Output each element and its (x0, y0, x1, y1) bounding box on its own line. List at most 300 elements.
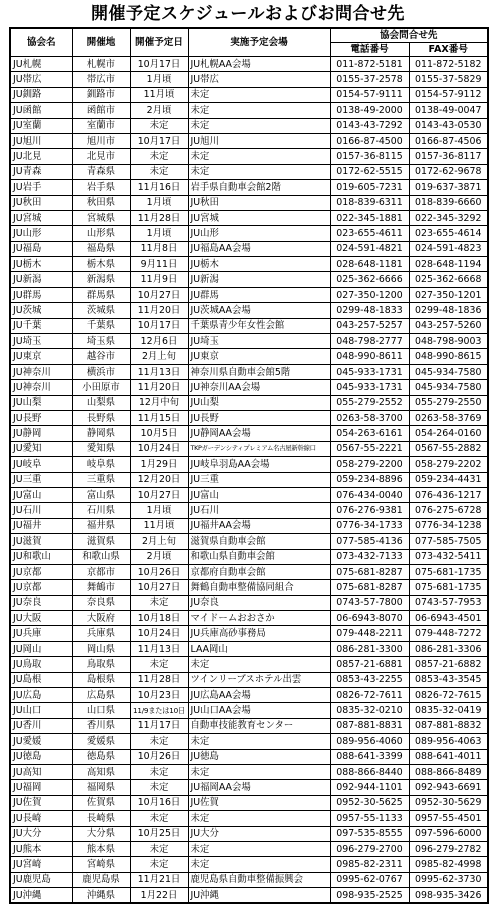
table-row (10, 503, 488, 518)
fax-cell: 0857-21-6882 (409, 657, 488, 672)
fax-cell: 043-257-5260 (409, 318, 488, 333)
association-cell: JU山梨 (10, 395, 72, 410)
venue-cell: 未定 (188, 841, 330, 856)
association-cell: JU神奈川 (10, 380, 72, 395)
venue-cell: 神奈川県自動車会館5階 (188, 364, 330, 379)
tel-cell: 0835-32-0210 (330, 703, 409, 718)
place-cell: 山梨県 (72, 395, 130, 410)
tel-cell: 0743-57-7800 (330, 595, 409, 610)
association-cell: JU石川 (10, 503, 72, 518)
tel-cell: 048-990-8611 (330, 349, 409, 364)
tel-cell: 089-956-4060 (330, 734, 409, 749)
fax-cell: 076-275-6728 (409, 503, 488, 518)
table-row (10, 103, 488, 118)
date-cell: 11月28日 (130, 672, 188, 687)
fax-cell: 028-648-1194 (409, 257, 488, 272)
table-row (10, 195, 488, 210)
tel-cell: 06-6943-8070 (330, 611, 409, 626)
tel-cell: 055-279-2552 (330, 395, 409, 410)
association-cell: JU宮崎 (10, 857, 72, 872)
fax-cell: 048-990-8615 (409, 349, 488, 364)
tel-cell: 0853-43-2255 (330, 672, 409, 687)
table-row (10, 318, 488, 333)
fax-cell: 045-934-7580 (409, 380, 488, 395)
association-cell: JU兵庫 (10, 626, 72, 641)
venue-cell: 未定 (188, 164, 330, 179)
tel-cell: 0166-87-4500 (330, 133, 409, 148)
table-row (10, 564, 488, 579)
place-cell: 沖縄県 (72, 888, 130, 904)
venue-cell: JU富山 (188, 487, 330, 502)
tel-cell: 027-350-1200 (330, 287, 409, 302)
fax-cell: 06-6943-4501 (409, 611, 488, 626)
fax-cell: 087-881-8832 (409, 718, 488, 733)
date-cell: 2月頃 (130, 549, 188, 564)
association-cell: JU新潟 (10, 272, 72, 287)
date-cell: 10月24日 (130, 626, 188, 641)
date-cell: 11月17日 (130, 718, 188, 733)
association-cell: JU福岡 (10, 780, 72, 795)
association-cell: JU徳島 (10, 749, 72, 764)
venue-cell: 和歌山県自動車会館 (188, 549, 330, 564)
date-cell: 10月17日 (130, 133, 188, 148)
association-cell: JU香川 (10, 718, 72, 733)
association-cell: JU愛知 (10, 441, 72, 456)
association-cell: JU奈良 (10, 595, 72, 610)
table-row (10, 857, 488, 872)
venue-cell: 未定 (188, 734, 330, 749)
table-row (10, 749, 488, 764)
fax-cell: 0776-34-1238 (409, 518, 488, 533)
table-row (10, 672, 488, 687)
date-cell: 11月15日 (130, 410, 188, 425)
tel-cell: 075-681-8287 (330, 564, 409, 579)
place-cell: 横浜市 (72, 364, 130, 379)
place-cell: 栃木県 (72, 257, 130, 272)
fax-cell: 098-935-3426 (409, 888, 488, 904)
place-cell: 越谷市 (72, 349, 130, 364)
association-cell: JU長野 (10, 410, 72, 425)
venue-cell: 未定 (188, 764, 330, 779)
tel-cell: 054-263-6161 (330, 426, 409, 441)
association-cell: JU北見 (10, 149, 72, 164)
fax-cell: 045-934-7580 (409, 364, 488, 379)
tel-cell: 058-279-2200 (330, 457, 409, 472)
table-row (10, 272, 488, 287)
place-cell: 山口県 (72, 703, 130, 718)
association-cell: JU札幌 (10, 57, 72, 72)
date-cell: 10月5日 (130, 426, 188, 441)
place-cell: 帯広市 (72, 72, 130, 87)
date-cell: 11月16日 (130, 180, 188, 195)
place-cell: 京都市 (72, 564, 130, 579)
fax-cell: 023-655-4614 (409, 226, 488, 241)
association-cell: JU室蘭 (10, 118, 72, 133)
date-cell: 1月頃 (130, 195, 188, 210)
tel-cell: 077-585-4136 (330, 534, 409, 549)
association-cell: JU沖縄 (10, 888, 72, 904)
place-cell: 長野県 (72, 410, 130, 425)
table-header (10, 28, 488, 57)
place-cell: 新潟県 (72, 272, 130, 287)
fax-cell: 055-279-2550 (409, 395, 488, 410)
association-cell: JU和歌山 (10, 549, 72, 564)
fax-cell: 086-281-3306 (409, 641, 488, 656)
table-row (10, 72, 488, 87)
association-cell: JU福井 (10, 518, 72, 533)
date-cell: 11/9または10日 (130, 703, 188, 718)
table-row (10, 180, 488, 195)
place-cell: 三重県 (72, 472, 130, 487)
table-row (10, 149, 488, 164)
place-cell: 宮崎県 (72, 857, 130, 872)
page-title: 開催予定スケジュールおよびお問合せ先 (91, 4, 405, 24)
date-cell: 未定 (130, 780, 188, 795)
table-row (10, 241, 488, 256)
table-row (10, 334, 488, 349)
place-cell: 山形県 (72, 226, 130, 241)
tel-cell: 011-872-5181 (330, 57, 409, 72)
venue-cell: 未定 (188, 149, 330, 164)
date-cell: 10月17日 (130, 318, 188, 333)
date-cell: 11月頃 (130, 518, 188, 533)
fax-cell: 0299-48-1836 (409, 303, 488, 318)
table-row (10, 795, 488, 810)
tel-cell: 092-944-1101 (330, 780, 409, 795)
tel-cell: 0957-55-1133 (330, 811, 409, 826)
association-cell: JU佐賀 (10, 795, 72, 810)
date-cell: 1月22日 (130, 888, 188, 904)
header-tel: 電話番号 (330, 43, 409, 57)
fax-cell: 089-956-4063 (409, 734, 488, 749)
table-row (10, 410, 488, 425)
place-cell: 奈良県 (72, 595, 130, 610)
table-row (10, 641, 488, 656)
table-row (10, 580, 488, 595)
table-row (10, 87, 488, 102)
association-cell: JU宮城 (10, 210, 72, 225)
header-date: 開催予定日 (130, 28, 188, 57)
tel-cell: 075-681-8287 (330, 580, 409, 595)
place-cell: 茨城県 (72, 303, 130, 318)
fax-cell: 048-798-9003 (409, 334, 488, 349)
tel-cell: 0995-62-0767 (330, 872, 409, 887)
venue-cell: 未定 (188, 657, 330, 672)
tel-cell: 0138-49-2000 (330, 103, 409, 118)
date-cell: 2月上旬 (130, 534, 188, 549)
association-cell: JU山形 (10, 226, 72, 241)
date-cell: 未定 (130, 734, 188, 749)
association-cell: JU神奈川 (10, 364, 72, 379)
venue-cell: JU福井AA会場 (188, 518, 330, 533)
place-cell: 旭川市 (72, 133, 130, 148)
venue-cell: JU兵庫高砂事務局 (188, 626, 330, 641)
table-row (10, 472, 488, 487)
tel-cell: 025-362-6666 (330, 272, 409, 287)
tel-cell: 022-345-1881 (330, 210, 409, 225)
place-cell: 北見市 (72, 149, 130, 164)
place-cell: 千葉県 (72, 318, 130, 333)
date-cell: 11月21日 (130, 872, 188, 887)
venue-cell: JU佐賀 (188, 795, 330, 810)
fax-cell: 0985-82-4998 (409, 857, 488, 872)
venue-cell: JU福岡AA会場 (188, 780, 330, 795)
fax-cell: 0743-57-7953 (409, 595, 488, 610)
place-cell: 鹿児島県 (72, 872, 130, 887)
tel-cell: 098-935-2525 (330, 888, 409, 904)
place-cell: 大分県 (72, 826, 130, 841)
tel-cell: 018-839-6311 (330, 195, 409, 210)
tel-cell: 028-648-1181 (330, 257, 409, 272)
tel-cell: 023-655-4611 (330, 226, 409, 241)
table-row (10, 780, 488, 795)
date-cell: 10月26日 (130, 564, 188, 579)
date-cell: 未定 (130, 811, 188, 826)
place-cell: 舞鶴市 (72, 580, 130, 595)
association-cell: JU埼玉 (10, 334, 72, 349)
association-cell: JU広島 (10, 688, 72, 703)
date-cell: 12月6日 (130, 334, 188, 349)
date-cell: 12月中旬 (130, 395, 188, 410)
table-row (10, 888, 488, 904)
table-row (10, 688, 488, 703)
header-association: 協会名 (10, 28, 72, 57)
tel-cell: 0985-82-2311 (330, 857, 409, 872)
date-cell: 11月20日 (130, 303, 188, 318)
venue-cell: JU栃木 (188, 257, 330, 272)
table-row (10, 534, 488, 549)
table-row (10, 457, 488, 472)
fax-cell: 096-279-2782 (409, 841, 488, 856)
fax-cell: 077-585-7505 (409, 534, 488, 549)
fax-cell: 059-234-4431 (409, 472, 488, 487)
place-cell: 和歌山県 (72, 549, 130, 564)
table-row (10, 349, 488, 364)
table-row (10, 226, 488, 241)
tel-cell: 088-641-3399 (330, 749, 409, 764)
place-cell: 岡山県 (72, 641, 130, 656)
place-cell: 福島県 (72, 241, 130, 256)
tel-cell: 045-933-1731 (330, 380, 409, 395)
table-row (10, 210, 488, 225)
tel-cell: 0952-30-5625 (330, 795, 409, 810)
date-cell: 10月16日 (130, 795, 188, 810)
tel-cell: 0263-58-3700 (330, 410, 409, 425)
table-row (10, 703, 488, 718)
fax-cell: 0172-62-9678 (409, 164, 488, 179)
venue-cell: JU埼玉 (188, 334, 330, 349)
tel-cell: 076-276-9381 (330, 503, 409, 518)
table-row (10, 133, 488, 148)
fax-cell: 027-350-1201 (409, 287, 488, 302)
date-cell: 11月20日 (130, 380, 188, 395)
association-cell: JU長崎 (10, 811, 72, 826)
table-body (10, 57, 488, 904)
tel-cell: 0155-37-2578 (330, 72, 409, 87)
date-cell: 未定 (130, 657, 188, 672)
venue-cell: 舞鶴自動車整備協同組合 (188, 580, 330, 595)
fax-cell: 011-872-5182 (409, 57, 488, 72)
tel-cell: 0157-36-8115 (330, 149, 409, 164)
table-row (10, 487, 488, 502)
date-cell: 10月26日 (130, 749, 188, 764)
venue-cell: 千葉県青少年女性会館 (188, 318, 330, 333)
place-cell: 小田原市 (72, 380, 130, 395)
venue-cell: JU山梨 (188, 395, 330, 410)
association-cell: JU青森 (10, 164, 72, 179)
venue-cell: JU旭川 (188, 133, 330, 148)
table-row (10, 441, 488, 456)
place-cell: 長崎県 (72, 811, 130, 826)
fax-cell: 088-866-8489 (409, 764, 488, 779)
place-cell: 石川県 (72, 503, 130, 518)
association-cell: JU岩手 (10, 180, 72, 195)
table-row (10, 395, 488, 410)
date-cell: 1月頃 (130, 72, 188, 87)
date-cell: 1月29日 (130, 457, 188, 472)
tel-cell: 0567-55-2221 (330, 441, 409, 456)
place-cell: 鳥取県 (72, 657, 130, 672)
table-row (10, 872, 488, 887)
association-cell: JU茨城 (10, 303, 72, 318)
place-cell: 大阪府 (72, 611, 130, 626)
date-cell: 未定 (130, 164, 188, 179)
fax-cell: 0143-43-0530 (409, 118, 488, 133)
tel-cell: 0299-48-1833 (330, 303, 409, 318)
date-cell: 11月8日 (130, 241, 188, 256)
venue-cell: 未定 (188, 103, 330, 118)
table-row (10, 364, 488, 379)
place-cell: 徳島県 (72, 749, 130, 764)
fax-cell: 0853-43-3545 (409, 672, 488, 687)
venue-cell: JU三重 (188, 472, 330, 487)
date-cell: 12月20日 (130, 472, 188, 487)
association-cell: JU旭川 (10, 133, 72, 148)
date-cell: 10月18日 (130, 611, 188, 626)
place-cell: 熊本県 (72, 841, 130, 856)
place-cell: 秋田県 (72, 195, 130, 210)
place-cell: 札幌市 (72, 57, 130, 72)
table-row (10, 303, 488, 318)
place-cell: 広島県 (72, 688, 130, 703)
tel-cell: 097-535-8555 (330, 826, 409, 841)
fax-cell: 0157-36-8117 (409, 149, 488, 164)
place-cell: 青森県 (72, 164, 130, 179)
association-cell: JU函館 (10, 103, 72, 118)
venue-cell: JU沖縄 (188, 888, 330, 904)
date-cell: 10月25日 (130, 826, 188, 841)
tel-cell: 0143-43-7292 (330, 118, 409, 133)
tel-cell: 048-798-2777 (330, 334, 409, 349)
association-cell: JU高知 (10, 764, 72, 779)
venue-cell: JU静岡AA会場 (188, 426, 330, 441)
header-venue: 実施予定会場 (188, 28, 330, 57)
venue-cell: JU広島AA会場 (188, 688, 330, 703)
venue-cell: JU山口AA会場 (188, 703, 330, 718)
venue-cell: JU新潟 (188, 272, 330, 287)
schedule-table (9, 27, 489, 904)
date-cell: 11月13日 (130, 641, 188, 656)
fax-cell: 0567-55-2882 (409, 441, 488, 456)
association-cell: JU鳥取 (10, 657, 72, 672)
place-cell: 島根県 (72, 672, 130, 687)
association-cell: JU帯広 (10, 72, 72, 87)
association-cell: JU東京 (10, 349, 72, 364)
table-row (10, 287, 488, 302)
tel-cell: 024-591-4821 (330, 241, 409, 256)
tel-cell: 045-933-1731 (330, 364, 409, 379)
association-cell: JU秋田 (10, 195, 72, 210)
association-cell: JU大阪 (10, 611, 72, 626)
tel-cell: 043-257-5257 (330, 318, 409, 333)
fax-cell: 073-432-5411 (409, 549, 488, 564)
fax-cell: 0263-58-3769 (409, 410, 488, 425)
date-cell: 11月頃 (130, 87, 188, 102)
association-cell: JU千葉 (10, 318, 72, 333)
date-cell: 11月13日 (130, 364, 188, 379)
header-fax: FAX番号 (409, 43, 488, 57)
venue-cell: JU奈良 (188, 595, 330, 610)
table-row (10, 380, 488, 395)
table-row (10, 611, 488, 626)
date-cell: 11月28日 (130, 210, 188, 225)
venue-cell: 京都府自動車会館 (188, 564, 330, 579)
venue-cell: JU宮城 (188, 210, 330, 225)
fax-cell: 0166-87-4506 (409, 133, 488, 148)
association-cell: JU京都 (10, 564, 72, 579)
date-cell: 未定 (130, 764, 188, 779)
place-cell: 富山県 (72, 487, 130, 502)
venue-cell: 未定 (188, 857, 330, 872)
venue-cell: JU岐阜羽島AA会場 (188, 457, 330, 472)
table-row (10, 549, 488, 564)
venue-cell: 滋賀県自動車会館 (188, 534, 330, 549)
table-row (10, 257, 488, 272)
fax-cell: 019-637-3871 (409, 180, 488, 195)
date-cell: 1月頃 (130, 503, 188, 518)
table-row (10, 426, 488, 441)
venue-cell: JU石川 (188, 503, 330, 518)
association-cell: JU栃木 (10, 257, 72, 272)
association-cell: JU三重 (10, 472, 72, 487)
fax-cell: 0835-32-0419 (409, 703, 488, 718)
date-cell: 10月23日 (130, 688, 188, 703)
fax-cell: 024-591-4823 (409, 241, 488, 256)
venue-cell: JU長野 (188, 410, 330, 425)
header-place: 開催地 (72, 28, 130, 57)
place-cell: 宮城県 (72, 210, 130, 225)
association-cell: JU大分 (10, 826, 72, 841)
association-cell: JU愛媛 (10, 734, 72, 749)
table-row (10, 764, 488, 779)
place-cell: 岐阜県 (72, 457, 130, 472)
table-row (10, 626, 488, 641)
date-cell: 未定 (130, 595, 188, 610)
fax-cell: 0154-57-9112 (409, 87, 488, 102)
table-row (10, 657, 488, 672)
venue-cell: 未定 (188, 118, 330, 133)
association-cell: JU鹿児島 (10, 872, 72, 887)
association-cell: JU福島 (10, 241, 72, 256)
table-row (10, 595, 488, 610)
venue-cell: JU福島AA会場 (188, 241, 330, 256)
tel-cell: 0154-57-9111 (330, 87, 409, 102)
venue-cell: 未定 (188, 811, 330, 826)
header-contact: 協会問合せ先 (330, 28, 488, 43)
date-cell: 10月27日 (130, 580, 188, 595)
fax-cell: 0952-30-5629 (409, 795, 488, 810)
venue-cell: JU帯広 (188, 72, 330, 87)
